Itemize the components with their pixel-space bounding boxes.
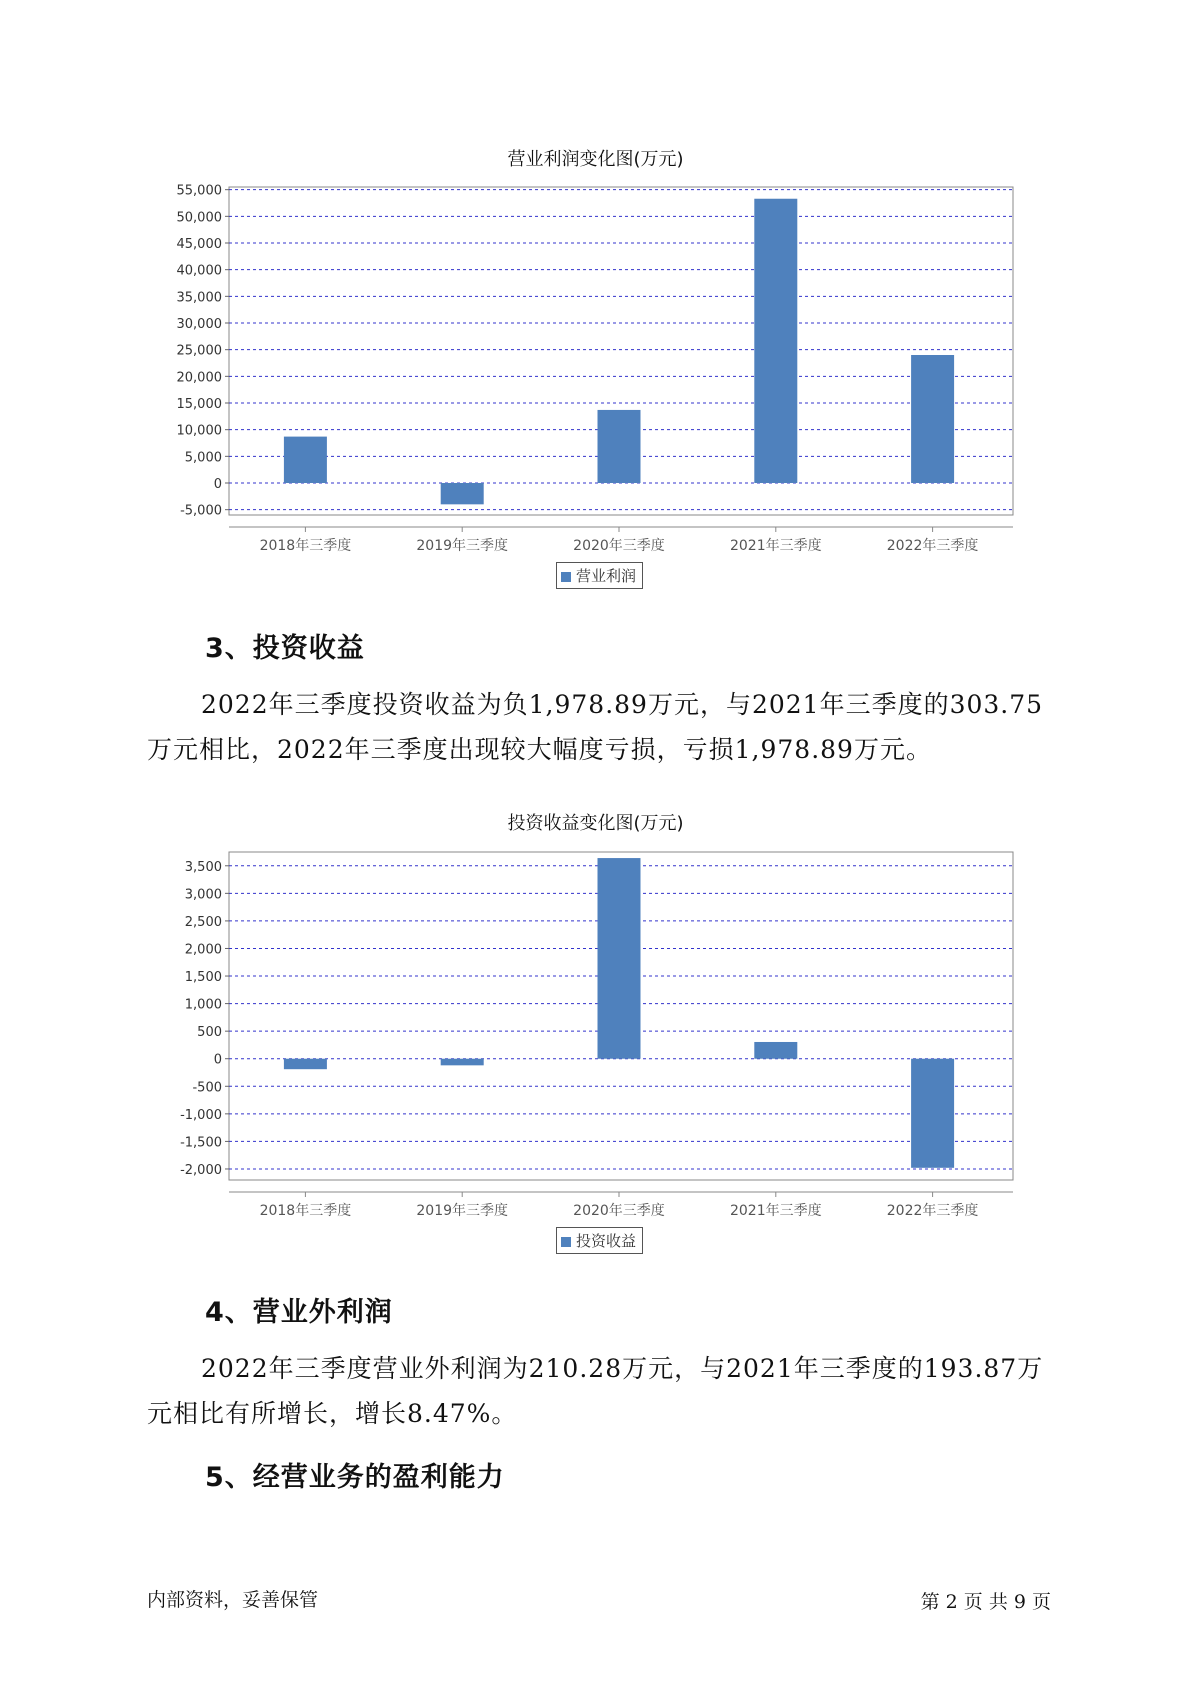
y-tick-label: 3,000: [184, 887, 222, 903]
bar: [754, 199, 797, 483]
footer-confidential-note: 内部资料，妥善保管: [147, 1589, 319, 1611]
section4-line1: 2022年三季度营业外利润为210.28万元，与2021年三季度的193.87万: [201, 1354, 1044, 1383]
y-tick-label: 25,000: [176, 343, 222, 359]
x-tick-label: 2018年三季度: [259, 1203, 352, 1219]
bar: [598, 858, 641, 1059]
x-tick-label: 2021年三季度: [729, 538, 822, 554]
section3-line1: 2022年三季度投资收益为负1,978.89万元，与2021年三季度的303.75: [201, 690, 1044, 719]
y-tick-label: -1,500: [180, 1135, 222, 1151]
y-tick-label: 0: [213, 1052, 222, 1068]
legend-swatch: [561, 572, 571, 582]
x-tick-label: 2022年三季度: [886, 1203, 979, 1219]
x-tick-label: 2022年三季度: [886, 538, 979, 554]
y-tick-label: 2,500: [184, 914, 222, 930]
bar: [754, 1042, 797, 1059]
x-tick-label: 2019年三季度: [416, 538, 509, 554]
section4-heading: 4、营业外利润: [205, 1297, 393, 1328]
bar: [441, 483, 484, 504]
footer-page-number: 第 2 页 共 9 页: [920, 1591, 1051, 1613]
chart2-title: 投资收益变化图(万元): [507, 813, 684, 834]
y-tick-label: 15,000: [176, 397, 222, 412]
section4-line2: 元相比有所增长，增长8.47%。: [147, 1399, 518, 1428]
x-tick-label: 2018年三季度: [259, 538, 352, 554]
bar: [284, 1059, 327, 1069]
section3-line2: 万元相比，2022年三季度出现较大幅度亏损，亏损1,978.89万元。: [147, 735, 932, 764]
y-tick-label: -1,000: [180, 1107, 222, 1123]
y-tick-label: 45,000: [176, 237, 222, 252]
y-tick-label: 55,000: [176, 183, 222, 199]
y-tick-label: -5,000: [180, 503, 222, 519]
y-tick-label: 35,000: [176, 290, 222, 306]
section5-heading: 5、经营业务的盈利能力: [205, 1462, 505, 1493]
x-tick-label: 2020年三季度: [573, 538, 665, 554]
bar: [598, 410, 641, 483]
y-tick-label: 20,000: [176, 370, 222, 386]
y-tick-label: 1,500: [184, 970, 222, 986]
x-tick-label: 2021年三季度: [729, 1203, 822, 1219]
chart1-legend: [556, 562, 643, 589]
bar: [911, 355, 954, 483]
y-tick-label: -500: [192, 1080, 222, 1096]
y-tick-label: 0: [213, 477, 222, 492]
y-tick-label: 500: [197, 1025, 222, 1041]
chart1-title: 营业利润变化图(万元): [507, 149, 684, 170]
section3-heading: 3、投资收益: [205, 633, 365, 664]
chart2-legend: [556, 1227, 643, 1254]
y-tick-label: 40,000: [176, 263, 222, 279]
x-tick-label: 2019年三季度: [416, 1203, 509, 1219]
y-tick-label: 1,000: [184, 997, 222, 1013]
investment-income-chart: [0, 840, 1191, 1250]
section4-paragraph: [147, 1346, 1052, 1436]
y-tick-label: 50,000: [176, 210, 222, 226]
chart2-legend-label: 投资收益: [576, 1232, 637, 1250]
y-tick-label: -2,000: [180, 1162, 222, 1178]
operating-profit-chart: [0, 175, 1191, 585]
bar: [284, 437, 327, 483]
y-tick-label: 30,000: [176, 317, 222, 332]
y-tick-label: 10,000: [176, 423, 222, 439]
y-tick-label: 3,500: [184, 859, 222, 875]
y-tick-label: 5,000: [184, 450, 222, 466]
x-tick-label: 2020年三季度: [573, 1203, 665, 1219]
section3-paragraph: [147, 682, 1052, 772]
chart1-legend-label: 营业利润: [576, 567, 637, 585]
bar: [441, 1059, 484, 1066]
legend-swatch: [561, 1237, 571, 1247]
y-tick-label: 2,000: [184, 942, 222, 958]
bar: [911, 1059, 954, 1168]
